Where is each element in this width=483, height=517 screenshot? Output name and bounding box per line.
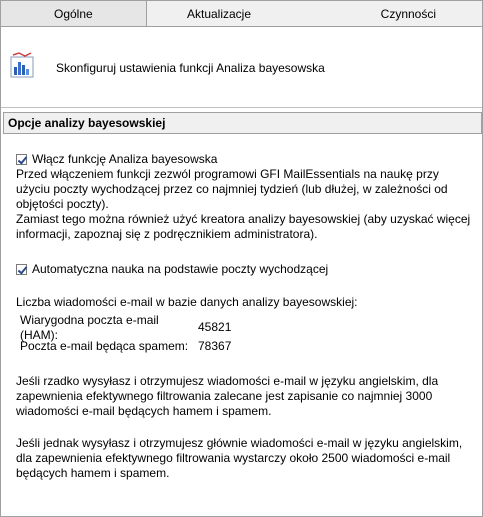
ham-count: 45821: [198, 320, 232, 334]
tab-bar: [1, 1, 482, 27]
options-content: [16, 151, 471, 481]
page-title: Skonfiguruj ustawienia funkcji Analiza bayesowska: [56, 61, 325, 75]
enable-bayesian-checkbox[interactable]: [16, 154, 27, 165]
tab-updates[interactable]: Aktualizacje: [186, 6, 252, 21]
note-low-english: Jeśli rzadko wysyłasz i otrzymujesz wiadomości e-mail w języku angielskim, dla zapewnienia efektywnego filtrowania zalecane jest zapisanie co najmniej 3000 wiadomości e-mail będących hamem i spamem.: [16, 374, 439, 418]
tab-general[interactable]: Ogólne: [1, 1, 147, 26]
auto-learn-label: Automatyczna nauka na podstawie poczty wychodzącej: [32, 261, 329, 276]
ham-label: Wiarygodna poczta e-mail (HAM):: [20, 312, 159, 342]
auto-learn-checkbox[interactable]: [16, 264, 27, 275]
tab-actions[interactable]: Czynności: [380, 6, 437, 21]
spam-row: [20, 337, 471, 356]
enable-bayesian-label: Włącz funkcję Analiza bayesowska: [32, 151, 218, 166]
spam-label: Poczta e-mail będąca spamem:: [20, 339, 189, 353]
note-high-english: Jeśli jednak wysyłasz i otrzymujesz głównie wiadomości e-mail w języku angielskim, dla zapewnienia efektywnego filtrowania wystarczy około 2500 wiadomości e-mail będących hamem i spamem.: [16, 436, 463, 480]
bar-chart-icon: [9, 51, 37, 79]
auto-learn-option[interactable]: [16, 261, 471, 277]
description-text-1: Przed włączeniem funkcji zezwól programowi GFI MailEssentials na naukę przy użyciu poczty wychodzącej przez co najmniej tydzień (lub dłużej, w zależności od objętości poczty).: [16, 167, 448, 211]
section-header: Opcje analizy bayesowskiej: [3, 112, 482, 134]
database-stats: [20, 312, 471, 356]
header-panel: [1, 27, 482, 108]
spam-count: 78367: [198, 339, 232, 353]
description-text-2: Zamiast tego można również użyć kreatora analizy bayesowskiej (aby uzyskać więcej informacji, zapoznaj się z podręcznikiem administratora).: [16, 212, 471, 241]
ham-row: [20, 312, 471, 342]
enable-bayesian-option[interactable]: [16, 151, 471, 167]
database-heading: Liczba wiadomości e-mail w bazie danych analizy bayesowskiej:: [16, 295, 358, 309]
